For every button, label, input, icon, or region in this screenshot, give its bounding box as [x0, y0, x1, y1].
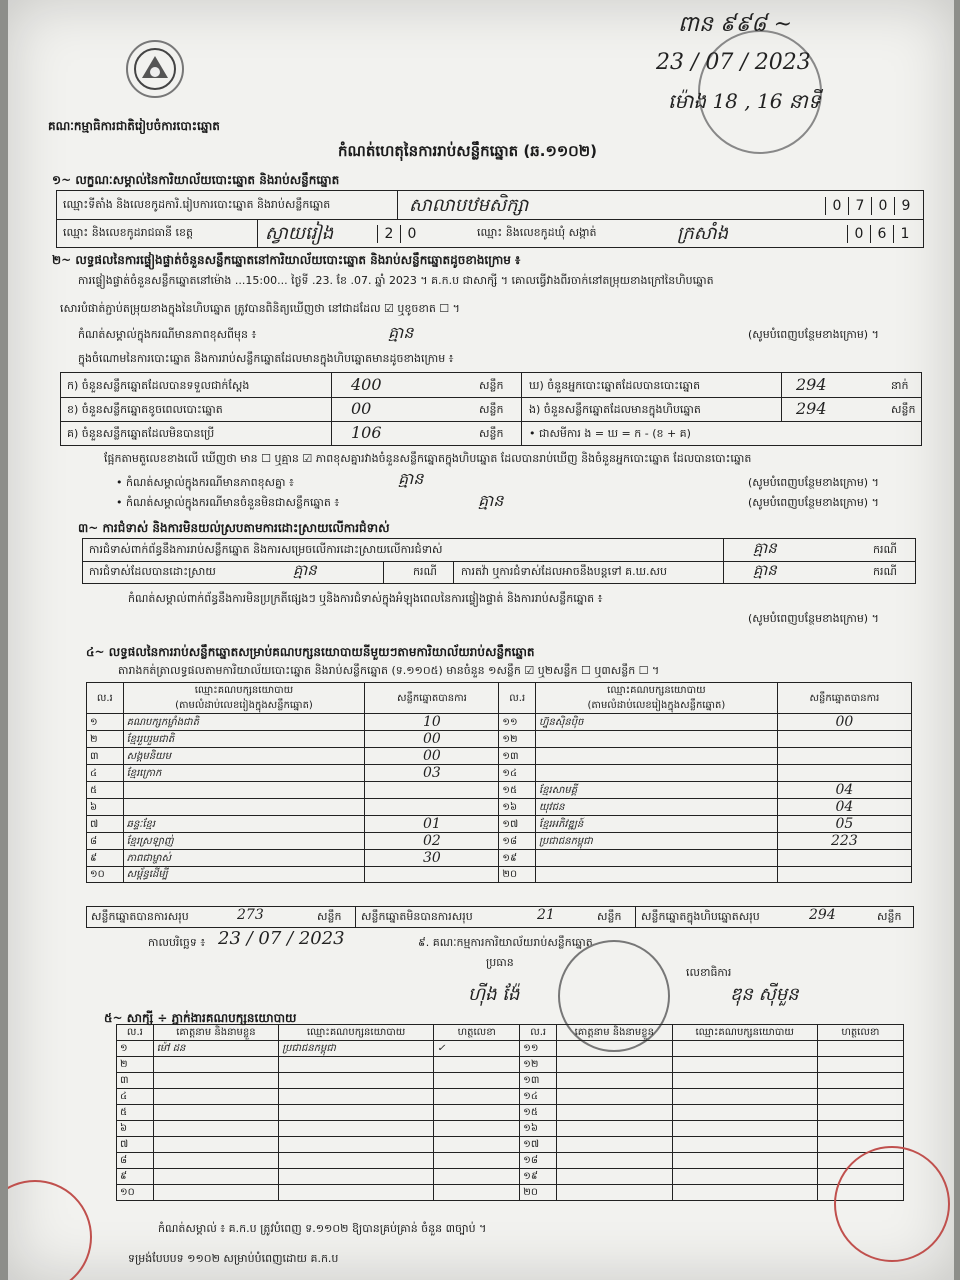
- chair-name: ហ៊ីង ង៉ែ: [468, 984, 520, 1005]
- section5-heading: ៥~ សាក្សី ÷ ភ្នាក់ងារគណបក្សនយោបាយ: [104, 1011, 297, 1025]
- chair-label: ប្រធាន: [486, 956, 514, 969]
- table-row: ១០ ២០: [117, 1185, 904, 1201]
- equation-note: • ជាសមីការ ង = ឃ = ក - (ខ + គ): [529, 427, 691, 440]
- col-no-right: ល.រ: [499, 683, 536, 714]
- spoiled-unit: សន្លឹក: [479, 403, 504, 416]
- total-box-label: សន្លឹកឆ្នោតក្នុងហិបឆ្នោតសរុប: [641, 910, 760, 923]
- objection-unit: ករណី: [873, 543, 897, 556]
- difference-note-hint: (សូមបំពេញបន្ថែមខាងក្រោម) ។: [748, 328, 879, 341]
- table-row: ៧ ១៧: [117, 1137, 904, 1153]
- difference-note-label: កំណត់សម្គាល់ក្នុងករណីមានភាពខុសពីមុន ៖: [78, 328, 257, 341]
- voters-label: ឃ) ចំនួនអ្នកបោះឆ្នោតដែលបានបោះឆ្នោត: [529, 379, 701, 392]
- total-valid-unit: សន្លឹក: [317, 910, 342, 923]
- table-row: ៤ ១៤: [117, 1089, 904, 1105]
- secretary-name: ឌុន ស៊ីមួន: [730, 984, 799, 1005]
- objections-box: [82, 538, 916, 584]
- table-row: ៣ ១៣: [117, 1073, 904, 1089]
- table-row: ១ គណបក្សកម្លាំងជាតិ 10 ១១ ហ្វ៊ុនស៊ិនប៉ិច 00: [87, 714, 912, 731]
- committee-label: ៩. គណៈកម្មការការិយាល័យរាប់សន្លឹកឆ្នោត: [418, 936, 593, 949]
- col-votes-right: សន្លឹកឆ្នោតបានការ: [777, 683, 911, 714]
- table-row: ៧ ឆន្ទៈខ្មែរ 01 ១៧ ខ្មែរអភិវឌ្ឍន៍ 05: [87, 816, 912, 833]
- witness-col-sign: ហត្ថលេខា: [434, 1025, 520, 1041]
- total-invalid-value: 21: [537, 907, 555, 923]
- handwritten-number: ពាន ៩៩៨ ~: [678, 12, 793, 37]
- total-valid-label: សន្លឹកឆ្នោតបានការសរុប: [91, 910, 189, 923]
- in-box-label: ង) ចំនួនសន្លឹកឆ្នោតដែលមានក្នុងហិបឆ្នោត: [529, 403, 701, 416]
- objection-value: គ្មាន: [753, 539, 777, 557]
- ballot-count-record-sheet: [8, 0, 954, 1280]
- table-row: ២ ១២: [117, 1057, 904, 1073]
- table-row: ៦ ១៦ យុវជន 04: [87, 799, 912, 816]
- station-code: 0 7 0 9: [825, 195, 917, 215]
- col-party-right: ឈ្មោះគណបក្សនយោបាយ (តាមលំដាប់លេខរៀងក្នុងសន្លឹកឆ្នោត): [536, 683, 778, 714]
- total-box-unit: សន្លឹក: [877, 910, 902, 923]
- handwritten-time: ម៉ោង 18 , 16 នាទី: [668, 89, 821, 113]
- table-row: ៣ សង្គមនិយម 00 ១៣: [87, 748, 912, 765]
- table-row: ៨ ខ្មែរស្រឡាញ់ 02 ១៨ ប្រជាជនកម្ពុជា 223: [87, 833, 912, 850]
- witness-col-party-right: ឈ្មោះគណបក្សនយោបាយ: [672, 1025, 817, 1041]
- appeal-value: គ្មាន: [753, 561, 777, 579]
- resolved-unit: ករណី: [413, 565, 437, 578]
- table-row: ១០ សម្ព័ន្ធដើម្បី ២០: [87, 867, 912, 883]
- station-label: ឈ្មោះទីតាំង និងលេខកូដការិ.រៀបការបោះឆ្នោត និងរាប់សន្លឹកឆ្នោត: [63, 198, 331, 211]
- table-row: ៩ ភាពជាម្ចាស់ 30 ១៩: [87, 850, 912, 867]
- irregularity-hint: (សូមបំពេញបន្ថែមខាងក្រោម) ។: [748, 612, 879, 625]
- secretary-label: លេខាធិការ: [686, 966, 732, 979]
- appeal-label: ការតវ៉ា ឬការជំទាស់ដែលអាចនឹងបន្តទៅ គ.ឃ.សប: [461, 565, 668, 578]
- total-invalid-label: សន្លឹកឆ្នោតមិនបានការសរុប: [361, 910, 473, 923]
- table-row: ៤ ខ្មែរក្រោក 03 ១៤: [87, 765, 912, 782]
- table-row: ៨ ១៨: [117, 1153, 904, 1169]
- table-row: ៥ ១៥: [117, 1105, 904, 1121]
- summary-intro: ក្នុងចំណោមនៃការបោះឆ្នោត និងការរាប់សន្លឹកឆ្នោតដែលមានក្នុងហិបឆ្នោតមានដូចខាងក្រោម ៖: [78, 352, 454, 365]
- witness-col-sign-right: ហត្ថលេខា: [817, 1025, 903, 1041]
- table-row: ២ ខ្មែររួបរួមជាតិ 00 ១២: [87, 731, 912, 748]
- unused-unit: សន្លឹក: [479, 427, 504, 440]
- received-unit: សន្លឹក: [479, 379, 504, 392]
- verification-line: ការផ្ទៀងផ្ទាត់ចំនួនសន្លឹកឆ្នោតនៅម៉ោង ...15:00... ថ្ងៃទី .23. ខែ .07. ឆ្នាំ 2023 ។ គ.ក.ប ជាសាក្សី ។ គោលធ្វើវាងពីរចាក់នៅតម្រុយខាងក្រៅនៃហិបឆ្នោត: [78, 274, 714, 287]
- spoiled-label: ខ) ចំនួនសន្លឹកឆ្នោតខូចពេលបោះឆ្នោត: [67, 403, 223, 416]
- authority-name: គណៈកម្មាធិការជាតិរៀបចំការបោះឆ្នោត: [48, 119, 220, 133]
- totals-row: [86, 906, 914, 928]
- nec-emblem-icon: [126, 40, 184, 98]
- discrepancy-note-label: • កំណត់សម្គាល់ក្នុងករណីមានភាពខុសគ្នា ៖: [116, 476, 294, 489]
- seal-status-line: សោរបំផាត់ភ្ជាប់តម្រុយខាងក្នុងនៃហិបឆ្នោត ត្រូវបានពិនិត្យឃើញថា នៅជាដដែល ☑ ឬខូចខាត ☐ ។: [60, 302, 460, 315]
- irregularity-note: កំណត់សម្គាល់ពាក់ព័ន្ធនឹងការមិនប្រក្រតីផ្សេងៗ ឬនិងការជំទាស់ក្នុងអំឡុងពេលនៃការផ្ទៀងផ្ទាត់ និងការរាប់សន្លឹកឆ្នោត ៖: [128, 592, 603, 605]
- date-label: កាលបរិច្ឆេទ ៖: [148, 936, 206, 949]
- voters-value: 294: [796, 375, 827, 394]
- commune-label: ឈ្មោះ និងលេខកូដឃុំ សង្កាត់: [477, 226, 597, 239]
- witness-col-no-right: ល.រ: [520, 1025, 557, 1041]
- section3-heading: ៣~ ការជំទាស់ និងការមិនយល់ស្របតាមការដោះស្រាយលើការជំទាស់: [78, 521, 390, 535]
- total-valid-value: 273: [237, 907, 264, 923]
- date-value: 23 / 07 / 2023: [218, 928, 345, 949]
- col-party: ឈ្មោះគណបក្សនយោបាយ (តាមលំដាប់លេខរៀងក្នុងសន្លឹកឆ្នោត): [123, 683, 365, 714]
- spoiled-value: 00: [351, 399, 372, 418]
- location-box: [56, 190, 924, 248]
- results-sheet-note: តារាងកត់ត្រាលទ្ធផលតាមការិយាល័យបោះឆ្នោត និងរាប់សន្លឹកឆ្នោត (ទ.១១០៥) មានចំនួន ១សន្លឹក ☑ ឬ២សន្លឹក ☐ ឬ៣សន្លឹក ☐ ។: [118, 664, 660, 677]
- section4-heading: ៤~ លទ្ធផលនៃការរាប់សន្លឹកឆ្នោតសម្រាប់គណបក្សនយោបាយនីមួយៗតាមការិយាល័យរាប់សន្លឹកឆ្នោត: [86, 645, 535, 659]
- ballot-summary-box: [60, 372, 922, 446]
- province-value: ស្វាយរៀង: [265, 223, 334, 244]
- table-row: ៦ ១៦: [117, 1121, 904, 1137]
- discrepancy-line: ផ្អែកតាមតួលេខខាងលើ ឃើញថា មាន ☐ ឬគ្មាន ☑ ភាពខុសគ្នារវាងចំនួនសន្លឹកឆ្នោតក្នុងហិបឆ្នោត ដែលបានរាប់ឃើញ និងចំនួនអ្នកបោះឆ្នោត ដែលបានបោះឆ្នោត: [104, 452, 752, 465]
- appeal-unit: ករណី: [873, 565, 897, 578]
- section2-heading: ២~ លទ្ធផលនៃការផ្ទៀងផ្ទាត់ចំនួនសន្លឹកឆ្នោតនៅការិយាល័យបោះឆ្នោត និងរាប់សន្លឹកឆ្នោតដូចខាងក្រោម ៖: [52, 253, 521, 267]
- commune-code: 0 6 1: [847, 223, 916, 243]
- resolved-value: គ្មាន: [293, 561, 317, 579]
- form-code: ទម្រង់បែបបទ ១១០២ សម្រាប់បំពេញដោយ គ.ក.ប: [128, 1252, 339, 1265]
- unused-label: គ) ចំនួនសន្លឹកឆ្នោតដែលមិនបានប្រើ: [67, 427, 215, 440]
- document-title: កំណត់ហេតុនៃការរាប់សន្លឹកឆ្នោត (ឆ.១១០២): [338, 142, 598, 160]
- objection-label: ការជំទាស់ពាក់ព័ន្ធនឹងការរាប់សន្លឹកឆ្នោត និងការសម្រេចលើការដោះស្រាយលើការជំទាស់: [89, 543, 443, 556]
- received-value: 400: [351, 375, 382, 394]
- non-ballot-note-value: គ្មាន: [478, 491, 504, 510]
- voters-unit: នាក់: [891, 379, 909, 392]
- discrepancy-note-value: គ្មាន: [398, 469, 424, 488]
- witness-table: [116, 1024, 904, 1201]
- resolved-label: ការជំទាស់ដែលបានដោះស្រាយ: [89, 565, 216, 578]
- witness-col-name-right: គោត្តនាម និងនាមខ្លួន: [557, 1025, 673, 1041]
- received-label: ក) ចំនួនសន្លឹកឆ្នោតដែលបានទទួលជាក់ស្តែង: [67, 379, 250, 392]
- handwritten-date: 23 / 07 / 2023: [656, 50, 811, 75]
- total-invalid-unit: សន្លឹក: [597, 910, 622, 923]
- table-row: ៥ ១៥ ខ្មែរសាមគ្គី 04: [87, 782, 912, 799]
- total-box-value: 294: [809, 907, 836, 923]
- col-votes: សន្លឹកឆ្នោតបានការ: [365, 683, 499, 714]
- col-no: ល.រ: [87, 683, 124, 714]
- province-label: ឈ្មោះ និងលេខកូដរាជធានី ខេត្ត: [63, 226, 193, 239]
- in-box-value: 294: [796, 399, 827, 418]
- red-seal-bottom-left: [8, 1180, 92, 1280]
- section1-heading: ១~ លក្ខណៈសម្គាល់នៃការិយាល័យបោះឆ្នោត និងរាប់សន្លឹកឆ្នោត: [52, 173, 340, 187]
- commune-value: ក្រសាំង: [677, 223, 729, 244]
- red-seal-bottom-right: [834, 1146, 950, 1262]
- difference-note-value: គ្មាន: [388, 323, 414, 342]
- table-row: ៩ ១៩: [117, 1169, 904, 1185]
- witness-col-party: ឈ្មោះគណបក្សនយោបាយ: [279, 1025, 434, 1041]
- station-value: សាលាបឋមសិក្សា: [409, 195, 529, 216]
- witness-col-name: គោត្តនាម និងនាមខ្លួន: [153, 1025, 278, 1041]
- non-ballot-note-hint: (សូមបំពេញបន្ថែមខាងក្រោម) ។: [748, 496, 879, 509]
- unused-value: 106: [351, 423, 382, 442]
- in-box-unit: សន្លឹក: [891, 403, 916, 416]
- discrepancy-note-hint: (សូមបំពេញបន្ថែមខាងក្រោម) ។: [748, 476, 879, 489]
- witness-col-no: ល.រ: [117, 1025, 154, 1041]
- table-row: ១ ម៉ៅ ដន ប្រជាជនកម្ពុជា ✓ ១១: [117, 1041, 904, 1057]
- results-table: [86, 682, 912, 883]
- province-code: 2 0: [377, 223, 423, 243]
- footnote: កំណត់សម្គាល់ ៖ គ.ក.ប ត្រូវបំពេញ ទ.១១០២ ឱ្យបានគ្រប់គ្រាន់ ចំនួន ៣ច្បាប់ ។: [158, 1222, 487, 1235]
- non-ballot-note-label: • កំណត់សម្គាល់ក្នុងករណីមានចំនួនមិនជាសន្លឹកឆ្នោត ៖: [116, 496, 340, 509]
